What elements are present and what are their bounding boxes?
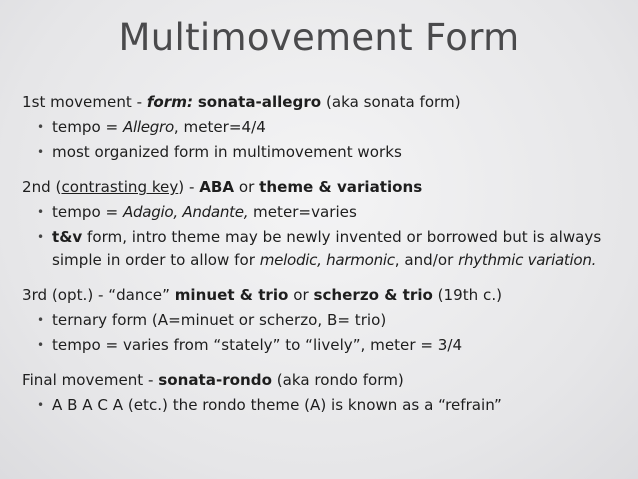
bullet-item [22,334,627,357]
underlined-term: contrasting key [61,178,179,196]
bullet-item [22,394,627,417]
bullet-text: tempo = varies from “stately” to “lively”, meter = 3/4 [52,336,463,354]
bullet-text: tempo = [52,203,123,221]
heading-text: or [288,286,314,304]
form-name: scherzo & trio [313,286,433,304]
italic-term: melodic, harmonic [259,251,395,269]
bullet-item [22,226,627,272]
heading-text: ) - [178,178,200,196]
section-second-movement [22,176,627,272]
bullet-text: , and/or [394,251,459,269]
bullet-text: most organized form in multimovement works [52,143,402,161]
heading-text: Final movement - [22,371,159,389]
form-name: sonata-rondo [158,371,272,389]
bullet-text: ternary form (A=minuet or scherzo, B= trio) [52,311,387,329]
bullet-text: simple in order to allow for [52,251,260,269]
form-name: theme & variations [259,178,423,196]
heading-suffix: (19th c.) [432,286,503,304]
heading-text: or [234,178,260,196]
bullet-item [22,116,627,139]
bullet-text: meter=varies [248,203,357,221]
section-heading [22,91,627,114]
form-label: form: [146,93,194,111]
slide-content [22,91,627,417]
tempo-term: Allegro [122,118,174,136]
bullet-text: , meter=4/4 [173,118,266,136]
heading-text: 3rd (opt.) - “dance” [22,286,175,304]
section-third-movement [22,284,627,357]
heading-suffix: (aka sonata form) [321,93,461,111]
italic-term: rhythmic variation. [458,251,597,269]
tempo-term: Adagio, Andante, [122,203,249,221]
heading-suffix: (aka rondo form) [271,371,404,389]
slide-title: Multimovement Form [118,16,520,59]
heading-text: 1st movement - [22,93,147,111]
section-heading [22,369,627,392]
heading-text: 2nd ( [22,178,62,196]
form-name: sonata-allegro [197,93,322,111]
form-name: ABA [199,178,235,196]
section-final-movement [22,369,627,417]
bold-term: t&v [52,228,83,246]
bullet-text: form, intro theme may be newly invented or borrowed but is always [82,228,602,246]
bullet-item [22,309,627,332]
form-name: minuet & trio [174,286,289,304]
bullet-text: A B A C A (etc.) the rondo theme (A) is known as a “refrain” [52,396,502,414]
bullet-item [22,141,627,164]
bullet-item [22,201,627,224]
section-heading [22,284,627,307]
section-heading [22,176,627,199]
section-first-movement [22,91,627,164]
bullet-text: tempo = [52,118,123,136]
